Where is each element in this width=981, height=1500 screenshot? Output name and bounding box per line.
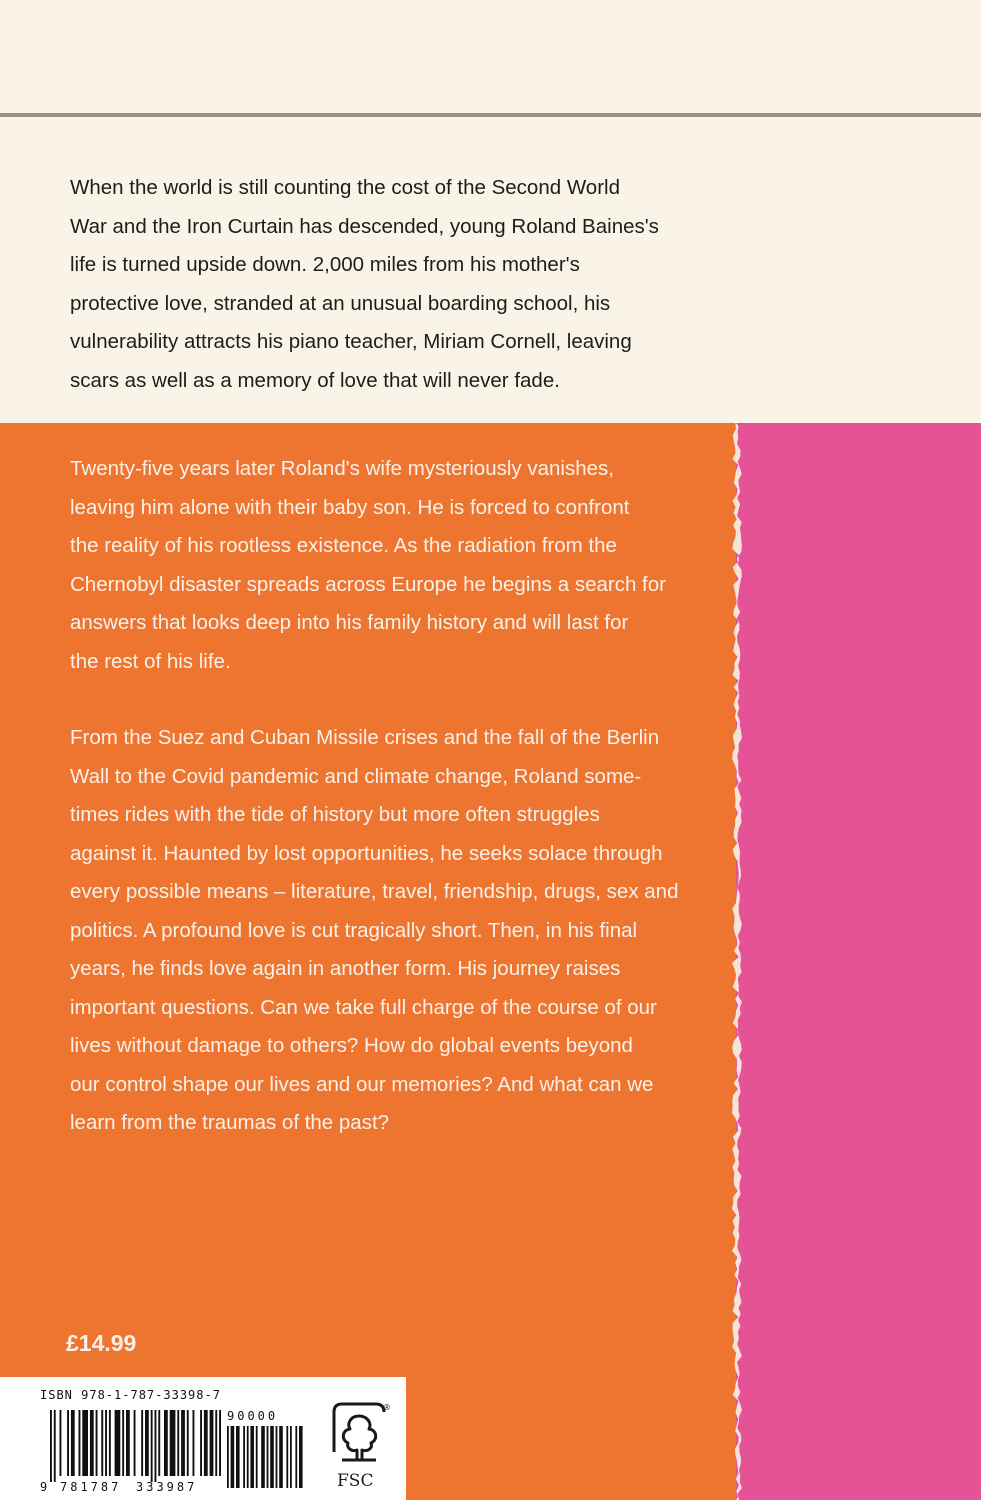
barcode-digit-first: 9 <box>40 1480 48 1494</box>
barcode-bar <box>134 1410 136 1476</box>
barcode-bar <box>67 1410 69 1476</box>
addon-bar <box>290 1426 292 1488</box>
pink-panel <box>736 423 981 1500</box>
addon-bar <box>286 1426 288 1488</box>
addon-bar <box>267 1426 269 1488</box>
blurb-paragraph-1: When the world is still counting the cost of the Second World War and the Iron Curtain has descended, young Roland Baines's life is turned upside down. 2,000 miles from his mother's protective love, stranded at an unusual boarding school, his vulnerability attracts his piano teacher, Miriam Cornell, leaving scars as well as a memory of love that will never fade. <box>70 176 659 392</box>
barcode-bar <box>105 1410 107 1476</box>
price-addon-barcode <box>225 1408 307 1494</box>
barcode-bar <box>126 1410 130 1476</box>
barcode-bar <box>60 1410 62 1476</box>
barcode-bar <box>187 1410 189 1476</box>
barcode-bar <box>90 1410 94 1476</box>
addon-bar <box>295 1426 297 1488</box>
fsc-tree-icon <box>334 1404 384 1460</box>
top-divider-rule <box>0 113 981 117</box>
addon-bar <box>261 1426 265 1488</box>
fsc-label: FSC <box>337 1471 374 1490</box>
barcode-bar <box>96 1410 98 1476</box>
barcode-bar <box>115 1410 121 1476</box>
barcode-bar <box>50 1410 52 1482</box>
addon-bar <box>236 1426 240 1488</box>
barcode-bar <box>215 1410 217 1476</box>
addon-bar <box>299 1426 303 1488</box>
barcode-bar <box>204 1410 208 1476</box>
barcode-bar <box>200 1410 202 1476</box>
barcode-bar <box>141 1410 143 1476</box>
barcode-bar <box>151 1410 153 1482</box>
barcode-bar <box>219 1410 221 1476</box>
fsc-registered-mark: ® <box>383 1403 391 1412</box>
barcode-bar <box>181 1410 185 1476</box>
addon-bar <box>231 1426 235 1488</box>
barcode-bar <box>122 1410 124 1476</box>
addon-bar <box>243 1426 245 1488</box>
torn-paper-edge <box>726 423 746 1500</box>
addon-bar <box>227 1426 229 1488</box>
barcode-bar <box>109 1410 111 1476</box>
fsc-logo <box>328 1400 392 1490</box>
barcode-bar <box>71 1410 75 1476</box>
barcode-bar <box>155 1410 157 1482</box>
barcode-bar <box>158 1410 160 1476</box>
barcode-bar <box>79 1410 81 1476</box>
barcode-bar <box>164 1410 168 1476</box>
barcode-digits-group2: 333987 <box>136 1480 198 1494</box>
barcode-bar <box>54 1410 56 1482</box>
addon-digits: 90000 <box>227 1409 279 1423</box>
isbn-barcode <box>38 1408 223 1494</box>
addon-bar <box>247 1426 249 1488</box>
addon-bar <box>256 1426 258 1488</box>
barcode-bar <box>210 1410 214 1476</box>
addon-bar <box>270 1426 274 1488</box>
blurb-paragraph-2: Twenty-five years later Roland's wife mysteriously vanishes, leaving him alone with their baby son. He is forced to confront the reality of his rootless existence. As the radiation from the Chernobyl disaster spreads across Europe he begins a search for answers that looks deep into his family history and will last for the rest of his life. <box>70 457 666 673</box>
addon-bar <box>250 1426 254 1488</box>
barcode-digits-group1: 781787 <box>60 1480 122 1494</box>
addon-bar <box>279 1426 283 1488</box>
barcode-bar <box>170 1410 176 1476</box>
barcode-bar <box>145 1410 149 1476</box>
price-label: £14.99 <box>66 1330 137 1356</box>
barcode-bar <box>177 1410 179 1476</box>
barcode-bar <box>193 1410 195 1476</box>
barcode-bar <box>101 1410 103 1476</box>
barcode-bar <box>82 1410 88 1476</box>
blurb-paragraph-3: From the Suez and Cuban Missile crises and the fall of the Berlin Wall to the Covid pandemic and climate change, Roland some- times rides with the tide of history but more often struggles against it. Haunted by lost opportunities, he seeks solace through every possible means – literature, travel, friendship, drugs, sex and politics. A profound love is cut tragically short. Then, in his final years, he finds love again in another form. His journey raises important questions. Can we take full charge of the course of our lives without damage to others? How do global events beyond our control shape our lives and our memories? And what can we learn from the traumas of the past? <box>70 726 679 1134</box>
isbn-label: ISBN 978-1-787-33398-7 <box>40 1388 221 1402</box>
addon-bar <box>276 1426 278 1488</box>
